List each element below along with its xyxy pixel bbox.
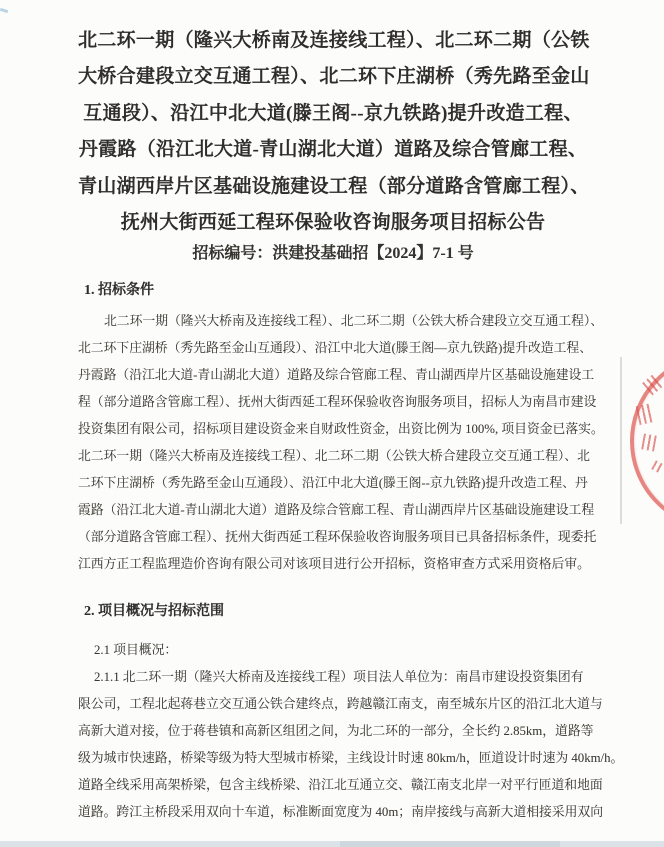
document-title (78, 23, 588, 241)
body-line: 道路。跨江主桥段采用双向十车道，标准断面宽度为 40m；南岸接线与高新大道相接采用双向 (78, 805, 604, 820)
body-line: 2.1.1 北二环一期（隆兴大桥南及连接线工程）项目法人单位为：南昌市建设投资集团有 (94, 670, 584, 685)
section1-heading: 1. 招标条件 (84, 283, 154, 299)
section2-heading: 2. 项目概况与招标范围 (84, 604, 224, 620)
clause-2-1-heading: 2.1 项目概况： (94, 643, 178, 658)
clause-2-1-1-paragraph (78, 664, 624, 826)
section1-paragraph (78, 308, 604, 578)
body-line: 级为城市快速路，桥梁等级为特大型城市桥梁，主线设计时速 80km/h，匝道设计时速为 40km/h。 (78, 751, 624, 766)
body-line: 北二环一期（隆兴大桥南及连接线工程）、北二环二期（公铁大桥合建段立交互通工程）、北 (78, 449, 590, 464)
title-line: 互通段）、沿江中北大道(滕王阁--京九铁路)提升改造工程、 (83, 102, 583, 124)
body-line: 二环下庄湖桥（秀先路至金山互通段）、沿江中北大道(滕王阁--京九铁路)提升改造工程、丹 (78, 476, 588, 491)
body-line: 高新大道对接，位于蒋巷镇和高新区组团之间，为北二环的一部分，全长约 2.85km，道路等 (78, 724, 594, 739)
body-line: 丹霞路（沿江北大道-青山湖北大道）道路及综合管廊工程、青山湖西岸片区基础设施建设工 (78, 368, 595, 383)
title-line: 大桥合建段立交互通工程）、北二环下庄湖桥（秀先路至金山 (78, 66, 590, 88)
body-line: 道路全线采用高架桥梁，包含主线桥梁、沿江北互通立交、赣江南支北岸一对平行匝道和地面 (78, 778, 603, 793)
title-line: 青山湖西岸片区基础设施建设工程（部分道路含管廊工程）、 (78, 175, 590, 197)
scan-line-artifact (620, 357, 622, 524)
seal-glyph-mark (641, 433, 657, 451)
title-line: 抚州大街西延工程环保验收咨询服务项目招标公告 (120, 212, 546, 234)
title-line: 北二环一期（隆兴大桥南及连接线工程）、北二环二期（公铁 (78, 30, 590, 51)
body-line: 投资集团有限公司，招标项目建设资金来自财政性资金，出资比例为 100%, 项目资金已落实。 (78, 422, 604, 437)
body-line: 霞路（沿江北大道-青山湖北大道）道路及综合管廊工程、青山湖西岸片区基础设施建设工程 (78, 503, 595, 518)
body-line: 限公司，工程北起蒋巷立交互通公铁合建终点，跨越赣江南支，南至城东片区的沿江北大道与 (78, 697, 603, 712)
scan-edge-artifact (0, 841, 664, 847)
body-line: 北二环下庄湖桥（秀先路至金山互通段）、沿江中北大道(滕王阁—京九铁路)提升改造工程、 (78, 341, 592, 356)
body-line: 北二环一期（隆兴大桥南及连接线工程）、北二环二期（公铁大桥合建段立交互通工程）、 (104, 314, 604, 329)
body-line: 江西方正工程监理造价咨询有限公司对该项目进行公开招标，资格审查方式采用资格后审。 (78, 557, 590, 572)
tender-number: 招标编号：洪建投基础招【2024】7-1 号 (192, 245, 474, 263)
scan-edge-shadow (340, 841, 560, 847)
title-line: 丹霞路（沿江北大道-青山湖北大道）道路及综合管廊工程、 (78, 139, 588, 161)
body-line: 程（部分道路含管廊工程）、抚州大街西延工程环保验收咨询服务项目，招标人为南昌市建设 (78, 395, 597, 410)
body-line: （部分道路含管廊工程）、抚州大街西延工程环保验收咨询服务项目已具备招标条件，现委托 (78, 530, 597, 545)
